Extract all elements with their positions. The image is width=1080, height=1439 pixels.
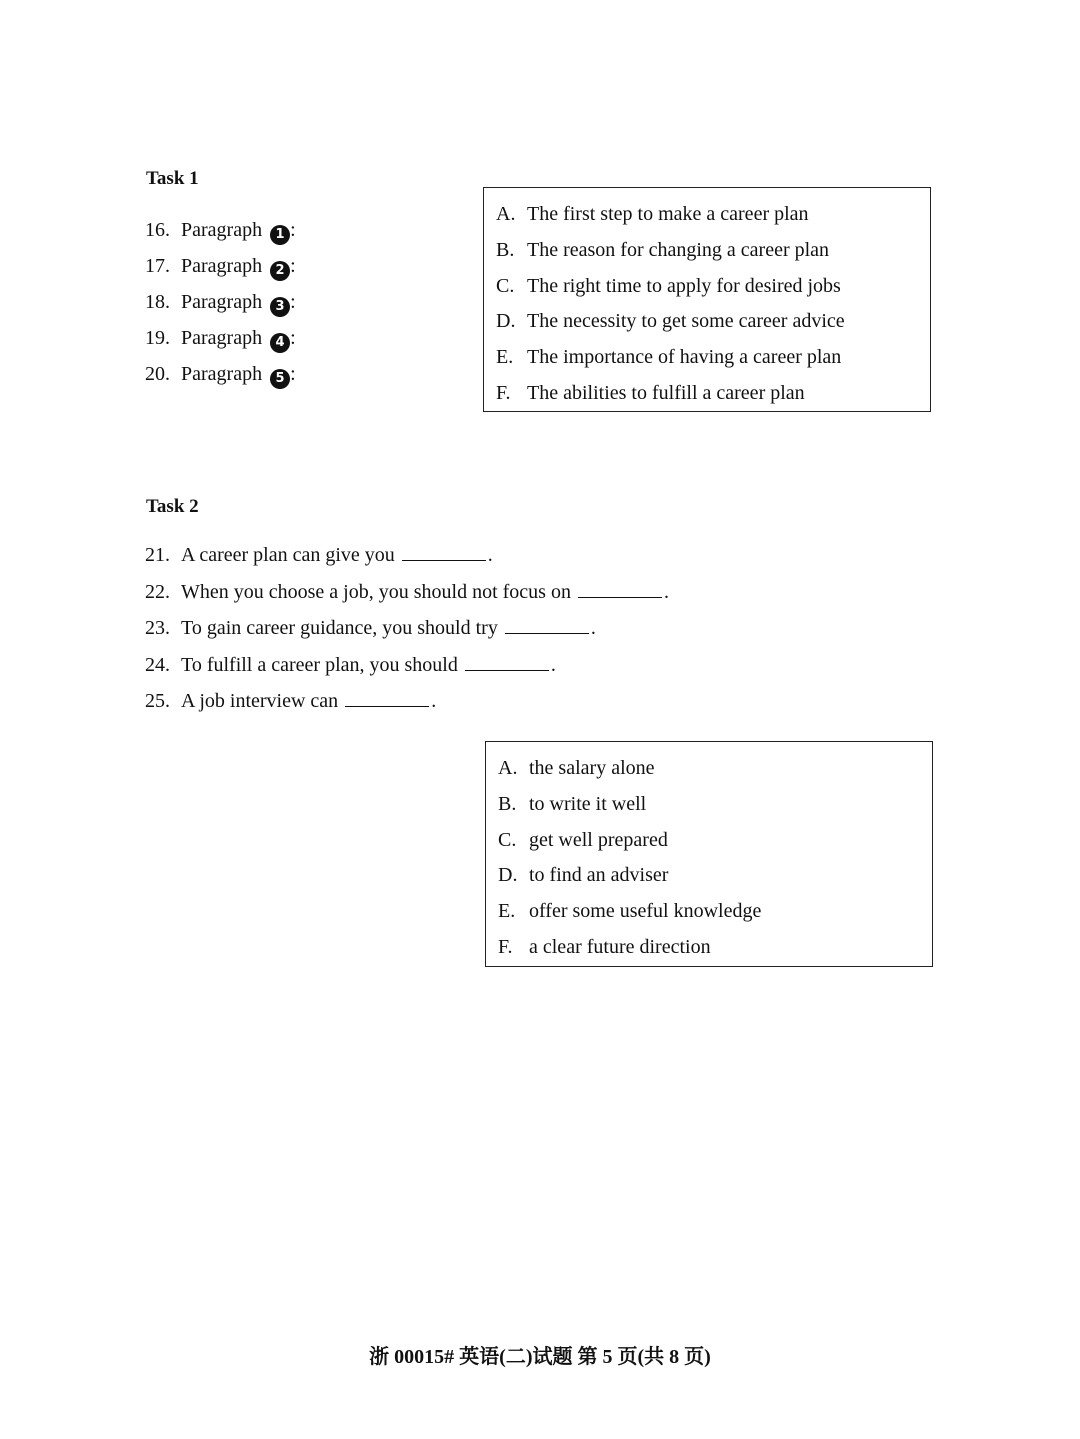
question-colon: : [290,219,296,241]
question-19 [145,326,296,362]
question-23 [145,615,669,652]
question-21 [145,542,669,579]
question-25 [145,688,669,725]
circled-number-3-icon: 3 [270,297,290,317]
question-number: 22. [145,580,170,603]
question-number: 23. [145,617,170,639]
question-label: Paragraph [181,327,263,349]
option-e [498,899,932,935]
option-f [496,381,930,417]
option-d [496,309,930,345]
option-c [496,274,930,310]
question-number: 24. [145,653,170,676]
option-letter: F. [498,935,513,958]
question-end: . [550,653,556,676]
question-text: A career plan can give you [181,544,395,566]
option-text: The necessity to get some career advice [527,310,845,333]
question-number: 16. [145,219,170,241]
answer-blank [505,615,589,634]
option-text: to find an adviser [529,864,669,887]
answer-blank [402,542,486,561]
option-letter: A. [498,757,518,779]
question-colon: : [290,363,296,385]
task-1-title: Task 1 [146,168,199,189]
option-letter: E. [496,346,514,369]
question-label: Paragraph [181,363,263,385]
question-label: Paragraph [181,255,263,277]
question-text: To gain career guidance, you should try [181,617,498,639]
circled-number-1-icon: 1 [270,225,290,245]
question-label: Paragraph [181,219,263,241]
question-number: 19. [145,327,170,349]
option-b [496,238,930,274]
circled-number-4-icon: 4 [270,333,290,353]
option-text: The reason for changing a career plan [527,238,830,261]
question-label: Paragraph [181,291,263,313]
page-footer: 浙 00015# 英语(二)试题 第 5 页(共 8 页) [369,1346,711,1368]
task-2-options-box [485,741,933,967]
option-letter: B. [496,238,515,261]
question-end: . [590,617,596,639]
option-letter: B. [498,792,517,815]
option-a [496,202,930,238]
option-text: The first step to make a career plan [527,203,809,225]
option-letter: A. [496,203,516,225]
answer-blank [578,579,662,598]
option-letter: C. [498,828,517,851]
task-2-title: Task 2 [146,496,199,517]
option-e [496,345,930,381]
question-text: When you choose a job, you should not focus on [181,580,571,603]
option-a [498,756,932,792]
task-1-question-list [145,218,296,398]
question-end: . [431,690,437,712]
question-text: A job interview can [181,690,339,712]
question-16 [145,218,296,254]
question-colon: : [290,291,296,313]
option-f [498,935,932,971]
option-letter: C. [496,274,515,297]
question-text: To fulfill a career plan, you should [181,653,458,676]
question-17 [145,254,296,290]
option-letter: D. [496,310,516,333]
question-24 [145,652,669,689]
answer-blank [465,652,549,671]
option-text: a clear future direction [529,935,711,958]
circled-number-5-icon: 5 [270,369,290,389]
option-c [498,828,932,864]
option-text: The right time to apply for desired jobs [527,274,841,297]
option-b [498,792,932,828]
option-d [498,863,932,899]
task-2-question-list [145,542,669,725]
option-text: get well prepared [529,828,668,851]
question-number: 21. [145,544,170,566]
question-18 [145,290,296,326]
question-number: 25. [145,690,170,712]
option-text: The abilities to fulfill a career plan [527,381,805,404]
option-text: to write it well [529,792,647,815]
question-colon: : [290,327,296,349]
option-text: offer some useful knowledge [529,900,762,923]
option-letter: F. [496,381,511,404]
question-number: 18. [145,291,170,313]
option-text: The importance of having a career plan [527,346,842,369]
option-letter: E. [498,900,516,923]
option-text: the salary alone [529,757,655,779]
answer-blank [345,688,429,707]
option-letter: D. [498,864,518,887]
question-number: 20. [145,363,170,385]
task-1-options-box [483,187,931,412]
circled-number-2-icon: 2 [270,261,290,281]
question-number: 17. [145,255,170,277]
question-end: . [663,580,669,603]
question-end: . [487,544,493,566]
question-colon: : [290,255,296,277]
question-20 [145,362,296,398]
question-22 [145,579,669,616]
